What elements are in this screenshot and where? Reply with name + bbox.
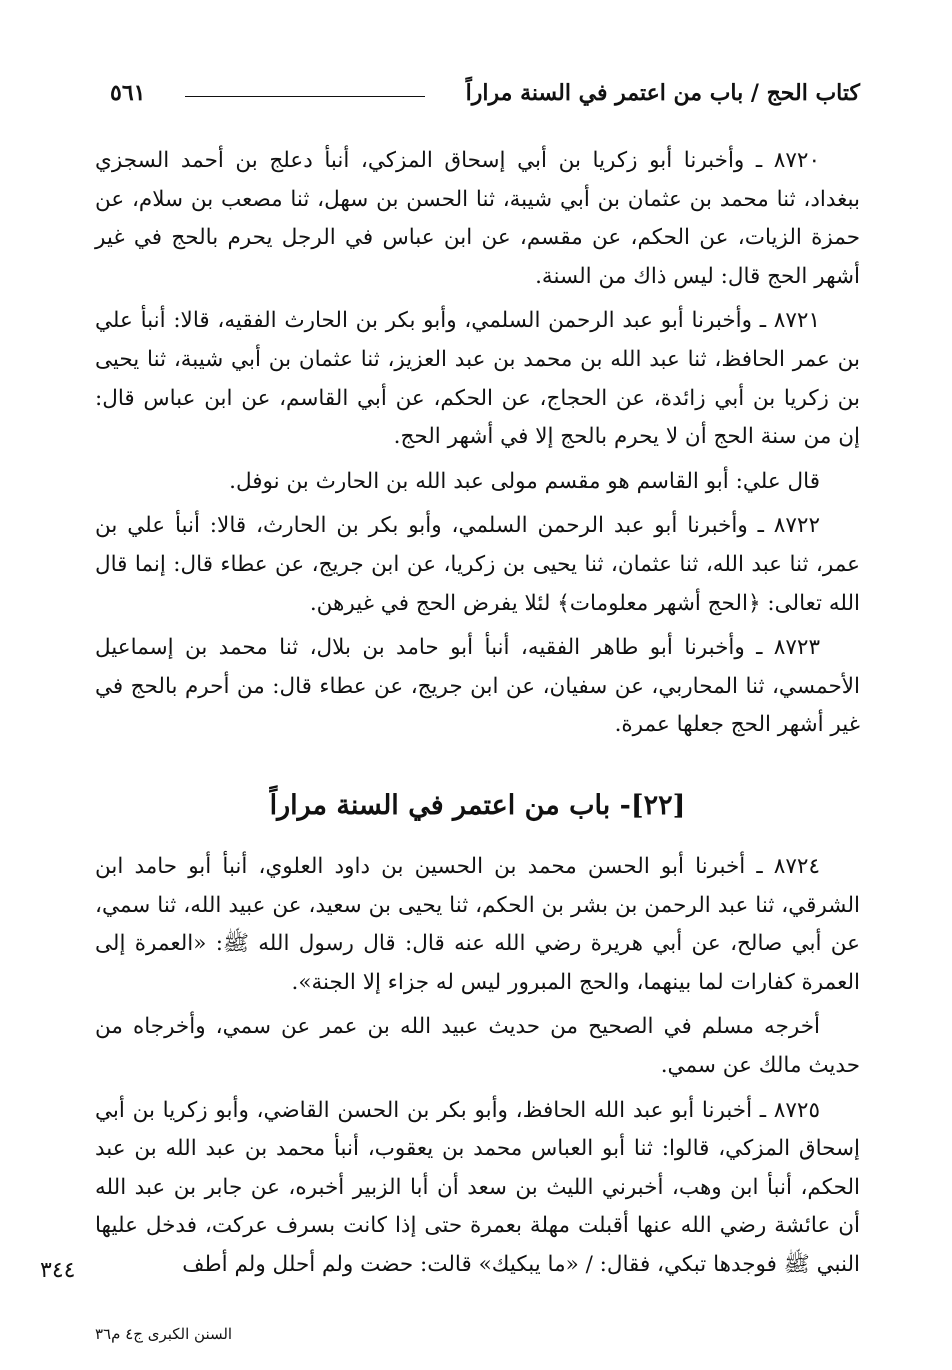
header-rule [185, 96, 425, 97]
hadith-8725: ٨٧٢٥ ـ أخبرنا أبو عبد الله الحافظ، وأبو بكر بن الحسن القاضي، وأبو زكريا بن أبي إسحاق المزكي، قالوا: ثنا أبو العباس محمد بن يعقوب، أنبأ محمد بن عبد الله بن عبد الحكم، أنبأ ابن وهب، أخبرني الليث بن سعد أن أبا الزبير أخبره، عن جابر بن عبد الله أن عائشة رضي الله عنها أقبلت مهلة بعمرة حتى إذا كانت بسرف عركت، فدخل عليها النبي ﷺ فوجدها تبكي، فقال: / «ما يبكيك» قالت: حضت ولم أحلل ولم أطف [95, 1097, 860, 1277]
takhrij-note: أخرجه مسلم في الصحيح من حديث عبيد الله بن عمر عن سمي، وأخرجاه من حديث مالك عن سمي. [95, 1014, 860, 1078]
signature-footer: السنن الكبرى ج٤ م٣٦ [95, 1325, 233, 1343]
chapter-heading: [٢٢]- باب من اعتمر في السنة مراراً [269, 790, 686, 821]
text-block-1 [95, 142, 860, 751]
hadith-8722: ٨٧٢٢ ـ وأخبرنا أبو عبد الرحمن السلمي، وأبو بكر بن الحارث، قالا: أنبأ علي بن عمر، ثنا عبد الله، ثنا عثمان، ثنا يحيى بن زكريا، عن ابن جريج، عن عطاء قال: إنما قال الله تعالى: ﴿الحج أشهر معلومات﴾ لئلا يفرض الحج في غيرهن. [95, 513, 860, 616]
hadith-8723: ٨٧٢٣ ـ وأخبرنا أبو طاهر الفقيه، أنبأ أبو حامد بن بلال، ثنا محمد بن إسماعيل الأحمسي، ثنا المحاربي، عن سفيان، عن ابن جريج، عن عطاء قال: من أحرم بالحج في غير أشهر الحج جعلها عمرة. [95, 635, 860, 738]
running-title: كتاب الحج / باب من اعتمر في السنة مراراً [465, 80, 860, 106]
running-header [110, 80, 860, 116]
note-ali: قال علي: أبو القاسم هو مقسم مولى عبد الله بن الحارث بن نوفل. [229, 468, 820, 494]
hadith-8721: ٨٧٢١ ـ وأخبرنا أبو عبد الرحمن السلمي، وأبو بكر بن الحارث الفقيه، قالا: أنبأ علي بن عمر الحافظ، ثنا عبد الله بن محمد بن عبد العزيز، ثنا عثمان بن أبي شيبة، ثنا يحيى بن زكريا بن أبي زائدة، عن الحجاج، عن الحكم، عن أبي القاسم، عن ابن عباس قال: إن من سنة الحج أن لا يحرم بالحج إلا في أشهر الحج. [95, 308, 860, 450]
hadith-8724: ٨٧٢٤ ـ أخبرنا أبو الحسن محمد بن الحسين بن داود العلوي، أنبأ أبو حامد ابن الشرقي، ثنا عبد الرحمن بن بشر بن الحكم، ثنا يحيى بن سعيد، عن عبيد الله، ثنا سمي، عن أبي صالح، عن أبي هريرة رضي الله عنه قال: قال رسول الله ﷺ: «العمرة إلى العمرة كفارات لما بينهما، والحج المبرور ليس له جزاء إلا الجنة». [95, 854, 860, 995]
margin-page-reference: ٣٤٤ [40, 1258, 76, 1283]
page-number: ٥٦١ [110, 80, 146, 106]
text-block-2 [95, 848, 860, 1291]
hadith-8720: ٨٧٢٠ ـ وأخبرنا أبو زكريا بن أبي إسحاق المزكي، أنبأ دعلج بن أحمد السجزي ببغداد، ثنا محمد بن عثمان بن أبي شيبة، ثنا الحسن بن سهل، ثنا مصعب بن سلام، عن حمزة الزيات، عن الحكم، عن مقسم، عن ابن عباس في الرجل يحرم بالحج في غير أشهر الحج قال: ليس ذاك من السنة. [95, 148, 860, 289]
